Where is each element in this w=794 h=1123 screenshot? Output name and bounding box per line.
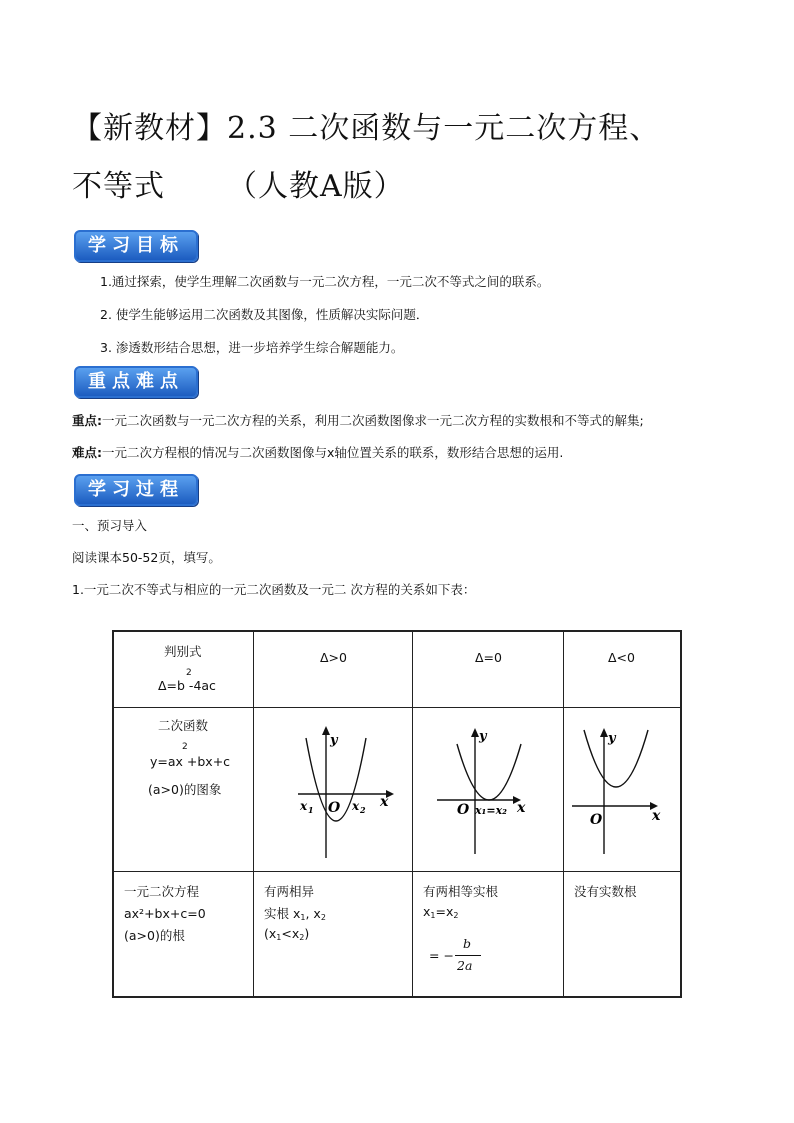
title-line-2 (72, 158, 772, 216)
order-close: ) (304, 925, 310, 941)
table-cell (113, 707, 254, 871)
double-root-equality (423, 904, 458, 920)
focus-text: 一元二次函数与一元二次方程的关系，利用二次函数图像求一元二次方程的实数根和不等式的解集; (102, 413, 644, 428)
section-badge-goals: 学习目标 (74, 230, 198, 262)
title-line-2-b: （人教A版） (227, 169, 405, 204)
quadratic-equation-label: 一元二次方程 (124, 883, 200, 899)
discriminant-formula: Δ=b -4ac (158, 678, 216, 693)
double-root-text: 有两相等实根 (423, 883, 499, 899)
two-distinct-roots-values (264, 904, 326, 922)
two-distinct-roots-order (264, 926, 309, 942)
table-row (113, 707, 681, 871)
focus-line (72, 411, 644, 429)
order-mid: <x (281, 925, 300, 941)
roots-text: 实根 x (264, 905, 301, 921)
quadratic-function-label: 二次函数 (158, 717, 209, 733)
process-reading: 阅读课本50-52页，填写。 (72, 550, 221, 565)
relationship-table (112, 630, 682, 998)
two-distinct-roots-label: 有两相异 (264, 883, 315, 899)
y-axis-label: y (608, 730, 616, 746)
quadratic-equation-formula: ax²+bx+c=0 (124, 905, 206, 921)
title-line-1: 【新教材】2.3 二次函数与一元二次方程、 (72, 111, 661, 146)
delta-negative-header: Δ<0 (608, 650, 635, 665)
root-x1-label: x (300, 798, 308, 813)
x-axis-label: x (652, 807, 661, 824)
difficulty-line (72, 443, 563, 461)
fraction-numerator: b (463, 935, 472, 951)
x-axis-label: x (380, 793, 389, 810)
origin-label: O (328, 799, 341, 816)
table-cell (413, 631, 564, 707)
origin-label: O (457, 801, 470, 818)
no-real-roots-text: 没有实数根 (574, 883, 637, 899)
order-open: (x (264, 925, 277, 941)
eq-sub-1: 1 (430, 910, 436, 920)
quadratic-equation-condition: (a>0)的根 (124, 927, 185, 943)
goal-item-2: 2. 使学生能够运用二次函数及其图像，性质解决实际问题． (100, 307, 429, 322)
root-x1-subscript: 1 (308, 804, 314, 815)
table-cell (413, 871, 564, 997)
eq-x: x (423, 903, 431, 919)
discriminant-exponent: 2 (186, 668, 192, 678)
delta-zero-header: Δ=0 (475, 650, 502, 665)
page-title (72, 100, 772, 216)
discriminant-label: 判别式 (164, 644, 202, 659)
table-cell (564, 631, 682, 707)
quadratic-function-formula: y=ax +bx+c (150, 753, 231, 769)
order-sub-2: 2 (299, 932, 305, 942)
fraction-denominator: 2a (457, 957, 473, 973)
double-root-label: x₁=x₂ (475, 803, 507, 817)
table-cell (564, 871, 682, 997)
table-row (113, 631, 681, 707)
goal-item-1: 1.通过探索，使学生理解二次函数与一元二次方程，一元二次不等式之间的联系。 (100, 274, 550, 289)
table-cell (113, 631, 254, 707)
y-axis-label: y (479, 728, 487, 744)
table-cell (254, 631, 413, 707)
table-cell (413, 707, 564, 871)
eq-mid: =x (435, 903, 454, 919)
root-x2-subscript: 2 (360, 804, 366, 815)
table-cell (113, 871, 254, 997)
delta-positive-header: Δ>0 (320, 650, 347, 665)
quadratic-exponent: 2 (182, 741, 188, 752)
graph-double-root (413, 708, 563, 868)
table-cell (564, 707, 682, 871)
table-cell (254, 871, 413, 997)
difficulty-text: 一元二次方程根的情况与二次函数图像与x轴位置关系的联系，数形结合思想的运用. (102, 445, 564, 460)
graph-two-roots (254, 708, 412, 868)
roots-sep: , x (305, 905, 321, 921)
order-sub-1: 1 (276, 932, 282, 942)
fraction-bar (455, 955, 481, 956)
process-heading: 一、预习导入 (72, 518, 148, 533)
table-row (113, 871, 681, 997)
table-cell (254, 707, 413, 871)
goal-item-3: 3. 渗透数形结合思想，进一步培养学生综合解题能力。 (100, 340, 404, 355)
title-line-2-a: 不等式 (72, 169, 165, 204)
root-x2-label: x (352, 798, 360, 813)
focus-label: 重点: (72, 413, 102, 428)
section-badge-process: 学习过程 (74, 474, 198, 506)
roots-sub-2: 2 (320, 912, 326, 922)
section-badge-key-points: 重点难点 (74, 366, 198, 398)
x-axis-label: x (517, 799, 526, 816)
process-item-1: 1.一元二次不等式与相应的一元二次函数及一元二 次方程的关系如下表： (72, 582, 476, 597)
y-axis-label: y (330, 732, 338, 748)
roots-sub-1: 1 (300, 912, 306, 922)
origin-label: O (590, 811, 603, 828)
graph-no-roots (564, 708, 680, 868)
quadratic-function-graph-label: (a>0)的图象 (148, 781, 222, 797)
fraction-prefix: = − (429, 947, 454, 963)
difficulty-label: 难点: (72, 445, 102, 460)
eq-sub-2: 2 (453, 910, 459, 920)
